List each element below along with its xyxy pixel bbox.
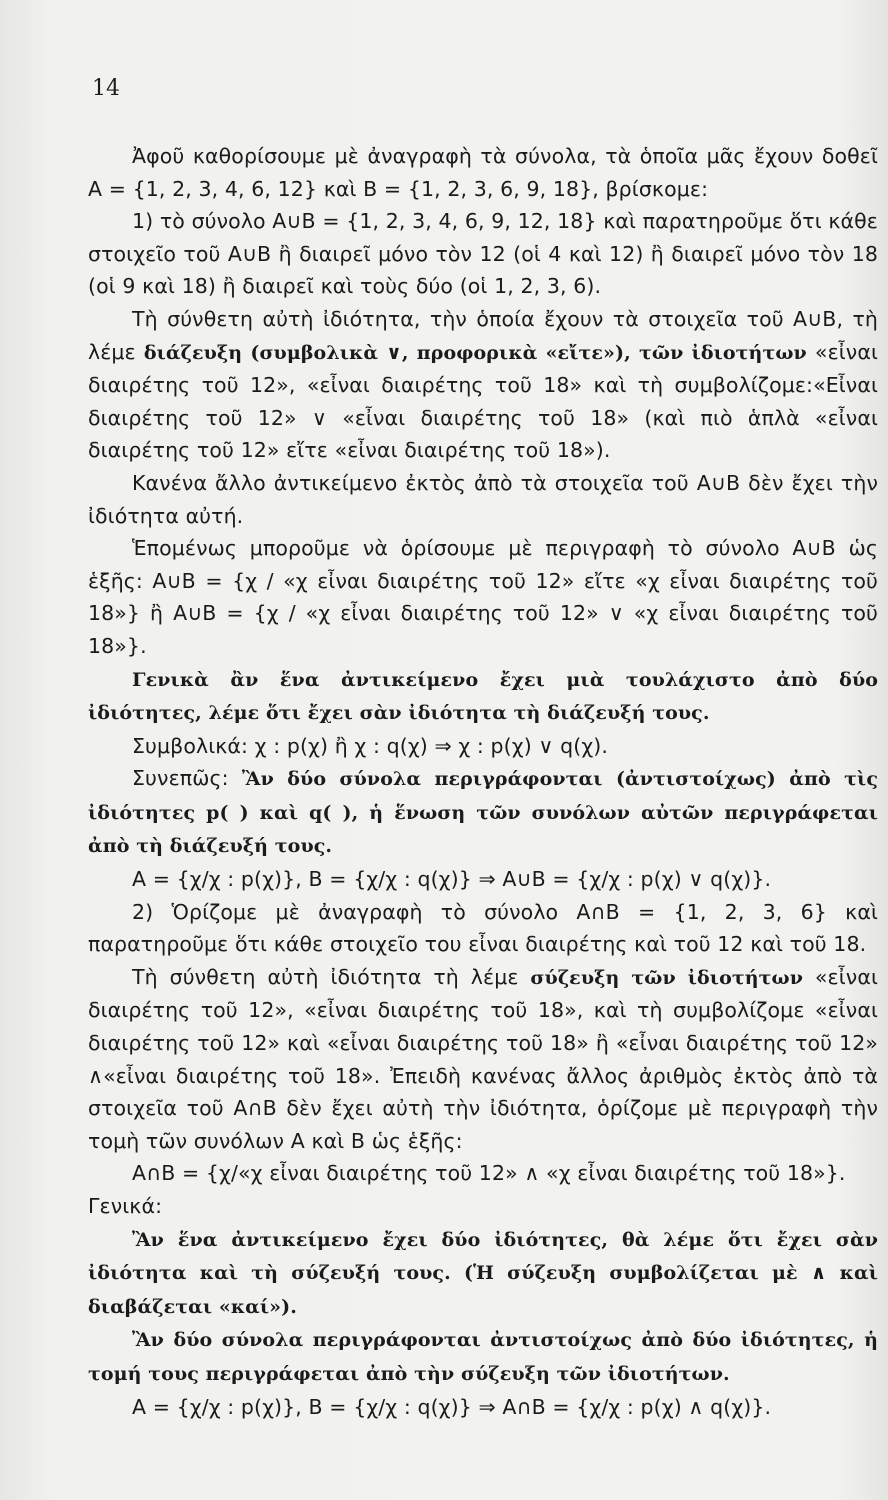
text-run: Τὴ σύνθετη αὐτὴ ἰδιότητα τὴ λέμε bbox=[132, 964, 531, 989]
bold-text: Ἂν ἕνα ἀντικείμενο ἔχει δύο ἰδιότητες, θὰ λέμε ὅτι ἔχει σὰν ἰδιότητα καὶ τὴ σύζευξή τους. (Ἡ σύζευξη συμβολίζεται μὲ ∧ καὶ διαβάζεται «καί»). bbox=[88, 1228, 878, 1318]
paragraph bbox=[88, 140, 878, 205]
paragraph bbox=[88, 1323, 878, 1390]
paragraph bbox=[88, 303, 878, 467]
paragraph bbox=[88, 730, 878, 763]
text-run: Α∩Β = {χ/«χ εἶναι διαιρέτης τοῦ 12» ∧ «χ εἶναι διαιρέτης τοῦ 18»}. bbox=[132, 1161, 846, 1186]
paragraph bbox=[88, 532, 878, 662]
text-run: Ἑπομένως μποροῦμε νὰ ὁρίσουμε μὲ περιγραφὴ τὸ σύνολο Α∪Β ὡς ἑξῆς: Α∪Β = {χ / «χ εἶναι διαιρέτης τοῦ 12» εἴτε «χ εἶναι διαιρέτης τοῦ 18»} ἢ Α∪Β = {χ / «χ εἶναι διαιρέτης τοῦ 12» ∨ «χ εἶναι διαιρέτης τοῦ 18»}. bbox=[88, 536, 878, 658]
bold-text: διάζευξη (συμβολικὰ ∨, προφορικὰ «εἴτε»), τῶν ἰδιοτήτων bbox=[143, 341, 807, 364]
paragraph bbox=[88, 205, 878, 303]
text-run: Συνεπῶς: bbox=[132, 766, 242, 791]
page-text bbox=[88, 140, 878, 1423]
bold-text: Ἂν δύο σύνολα περιγράφονται (ἀντιστοίχως) ἀπὸ τὶς ἰδιότητες p( ) καὶ q( ), ἡ ἕνωση τῶν συνόλων αὐτῶν περιγράφεται ἀπὸ τὴ διάζευξή τους. bbox=[88, 768, 878, 858]
paragraph bbox=[88, 762, 878, 863]
text-run: Κανένα ἄλλο ἀντικείμενο ἐκτὸς ἀπὸ τὰ στοιχεῖα τοῦ Α∪Β δὲν ἔχει τὴν ἰδιότητα αὐτή. bbox=[88, 470, 878, 528]
text-run: «εἶναι διαιρέτης τοῦ 12», «εἶναι διαιρέτης τοῦ 18», καὶ τὴ συμβολίζομε «εἶναι διαιρέτης τοῦ 12» καὶ «εἶναι διαιρέτης τοῦ 18» ἢ «εἶναι διαιρέτης τοῦ 12» ∧«εἶναι διαιρέτης τοῦ 18». Ἐπειδὴ κανένας ἄλλος ἀριθμὸς ἐκτὸς ἀπὸ τὰ στοιχεῖα τοῦ Α∩Β δὲν ἔχει αὐτὴ τὴν ἰδιότητα, ὁρίζομε μὲ περιγραφὴ τὴν τομὴ τῶν συνόλων Α καὶ Β ὡς ἑξῆς: bbox=[88, 964, 878, 1153]
text-run: Α = {χ/χ : p(χ)}, Β = {χ/χ : q(χ)} ⇒ Α∪Β = {χ/χ : p(χ) ∨ q(χ)}. bbox=[132, 867, 772, 892]
text-run: Α = {χ/χ : p(χ)}, Β = {χ/χ : q(χ)} ⇒ Α∩Β = {χ/χ : p(χ) ∧ q(χ)}. bbox=[132, 1394, 772, 1419]
page-number: 14 bbox=[92, 76, 120, 101]
text-run: Τὴ σύνθετη αὐτὴ ἰδιότητα, τὴν ὁποία ἔχουν τὰ στοιχεῖα τοῦ Α∪Β, τὴ λέμε bbox=[88, 306, 878, 364]
paragraph bbox=[88, 663, 878, 730]
paragraph bbox=[88, 1190, 878, 1223]
paragraph bbox=[88, 467, 878, 532]
text-run: 2) Ὁρίζομε μὲ ἀναγραφὴ τὸ σύνολο Α∩Β = {1, 2, 3, 6} καὶ παρατηροῦμε ὅτι κάθε στοιχεῖο του εἶναι διαιρέτης καὶ τοῦ 12 καὶ τοῦ 18. bbox=[88, 899, 878, 957]
bold-text: σύζευξη τῶν ἰδιοτήτων bbox=[530, 966, 804, 989]
paragraph bbox=[88, 1391, 878, 1424]
bold-text: Γενικὰ ἂν ἕνα ἀντικείμενο ἔχει μιὰ τουλάχιστο ἀπὸ δύο ἰδιότητες, λέμε ὅτι ἔχει σὰν ἰδιότητα τὴ διάζευξή τους. bbox=[88, 668, 878, 725]
paragraph bbox=[88, 863, 878, 896]
paragraph bbox=[88, 961, 878, 1158]
paragraph bbox=[88, 896, 878, 961]
text-run: Συμβολικά: χ : p(χ) ἢ χ : q(χ) ⇒ χ : p(χ) ∨ q(χ). bbox=[132, 733, 608, 758]
paragraph bbox=[88, 1223, 878, 1324]
paragraph bbox=[88, 1157, 878, 1190]
text-run: 1) τὸ σύνολο Α∪Β = {1, 2, 3, 4, 6, 9, 12, 18} καὶ παρατηροῦμε ὅτι κάθε στοιχεῖο τοῦ Α∪Β ἢ διαιρεῖ μόνο τὸν 12 (οἱ 4 καὶ 12) ἢ διαιρεῖ μόνο τὸν 18 (οἱ 9 καὶ 18) ἢ διαιρεῖ καὶ τοὺς δύο (οἱ 1, 2, 3, 6). bbox=[88, 209, 878, 299]
text-run: «εἶναι διαιρέτης τοῦ 12», «εἶναι διαιρέτης τοῦ 18» καὶ τὴ συμβολίζομε:«Εἶναι διαιρέτης τοῦ 12» ∨ «εἶναι διαιρέτης τοῦ 18» (καὶ πιὸ ἁπλὰ «εἶναι διαιρέτης τοῦ 12» εἴτε «εἶναι διαιρέτης τοῦ 18»). bbox=[88, 339, 878, 463]
text-run: Γενικά: bbox=[88, 1194, 163, 1218]
text-run: Ἀφοῦ καθορίσουμε μὲ ἀναγραφὴ τὰ σύνολα, τὰ ὁποῖα μᾶς ἔχουν δοθεῖ Α = {1, 2, 3, 4, 6, 12} καὶ Β = {1, 2, 3, 6, 9, 18}, βρίσκομε: bbox=[88, 144, 878, 201]
bold-text: Ἂν δύο σύνολα περιγράφονται ἀντιστοίχως ἀπὸ δύο ἰδιότητες, ἡ τομή τους περιγράφεται ἀπὸ τὴν σύζευξη τῶν ἰδιοτήτων. bbox=[88, 1329, 878, 1385]
